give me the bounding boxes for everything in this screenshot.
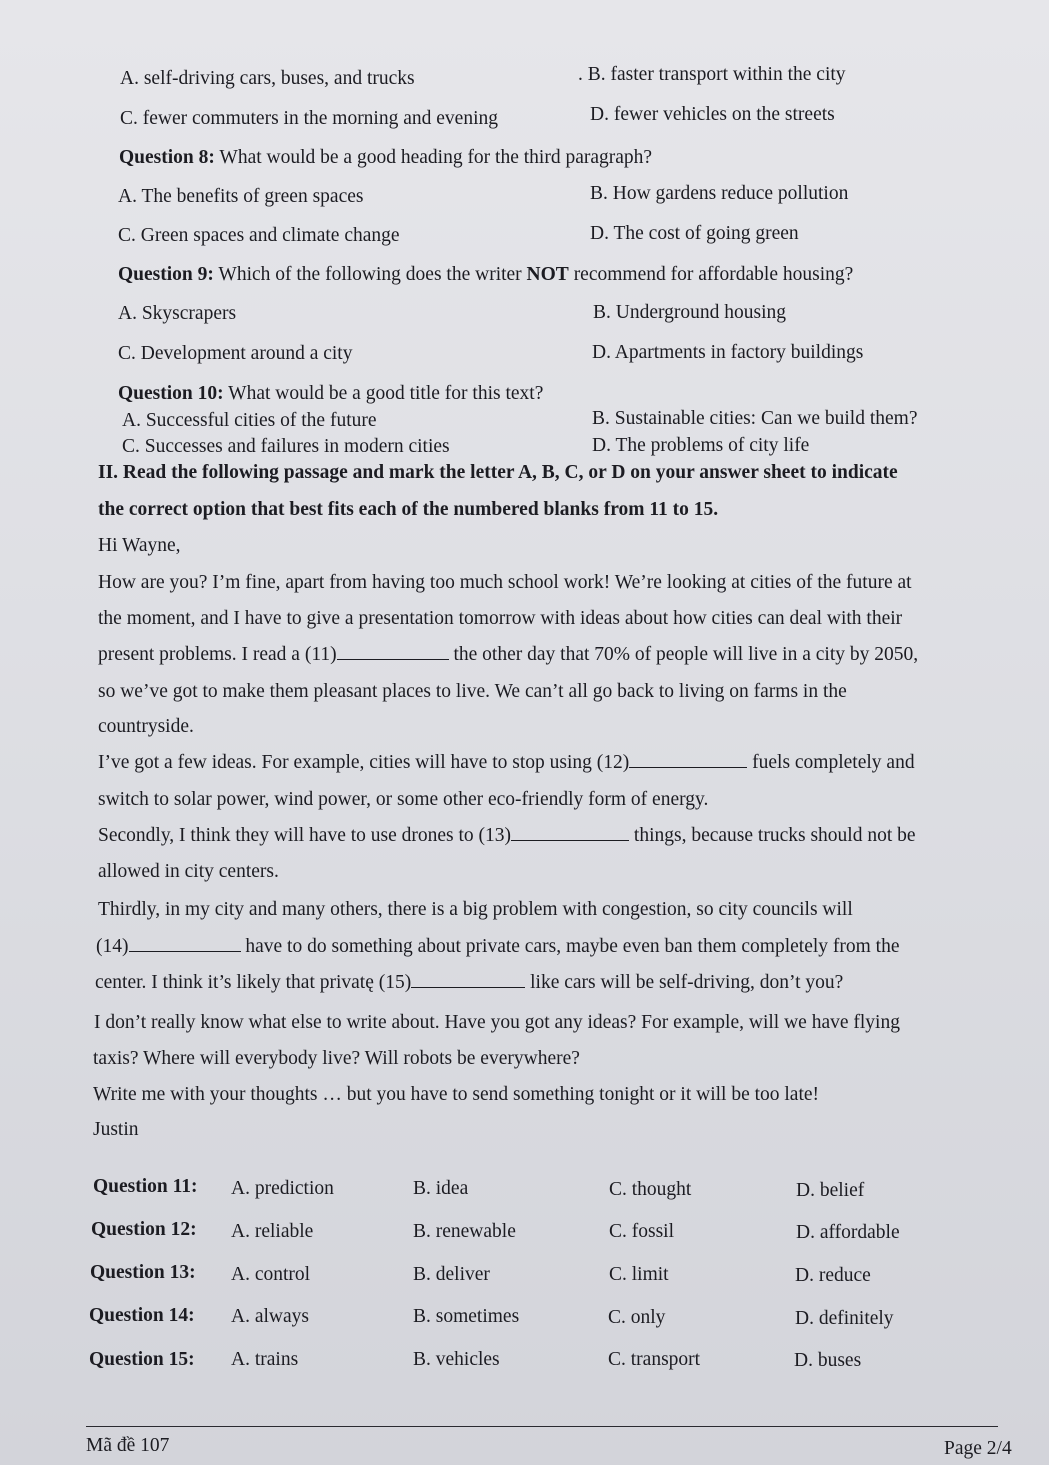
q8-label: Question 8: [119, 147, 215, 168]
letter-line: I don’t really know what else to write about. Have you got any ideas? For example, will we have flying [94, 1012, 900, 1033]
letter-greeting: Hi Wayne, [98, 535, 181, 556]
letter-line-blank-13 [98, 824, 916, 848]
q12-option-b: B. renewable [413, 1221, 516, 1242]
q12-label: Question 12: [91, 1219, 197, 1240]
q9-option-d: D. Apartments in factory buildings [592, 342, 864, 363]
q14-option-d: D. definitely [795, 1308, 894, 1329]
q9-text-not: NOT [526, 264, 569, 285]
letter-text: center. I think it’s likely that privatę (15) [95, 972, 412, 993]
letter-text: Secondly, I think they will have to use drones to (13) [98, 825, 512, 846]
letter-signoff: Justin [93, 1119, 139, 1140]
q11-option-c: C. thought [609, 1179, 692, 1200]
q10-label: Question 10: [118, 383, 224, 404]
letter-text: I’ve got a few ideas. For example, cities will have to stop using (12) [98, 752, 630, 773]
q8-stem [119, 146, 652, 170]
letter-line: allowed in city centers. [98, 861, 279, 882]
letter-text: (14) [96, 936, 129, 957]
letter-line: the moment, and I have to give a presentation tomorrow with ideas about how cities can deal with their [98, 608, 903, 629]
q7-option-d: D. fewer vehicles on the streets [590, 104, 835, 125]
q7-option-a: A. self-driving cars, buses, and trucks [120, 68, 415, 89]
blank-13 [511, 824, 629, 841]
letter-text: things, because trucks should not be [633, 825, 916, 846]
letter-line: so we’ve got to make them pleasant places to live. We can’t all go back to living on farms in the [98, 681, 847, 702]
blank-11 [337, 643, 449, 660]
letter-line: Thirdly, in my city and many others, there is a big problem with congestion, so city councils will [98, 899, 853, 920]
letter-line-blank-11 [98, 643, 918, 667]
letter-line-blank-12 [98, 751, 915, 775]
q14-option-a: A. always [231, 1306, 309, 1327]
letter-line: countryside. [98, 716, 194, 737]
q9-stem [118, 263, 853, 287]
letter-line: Write me with your thoughts … but you have to send something tonight or it will be too late! [93, 1084, 820, 1105]
letter-text: like cars will be self-driving, don’t you? [530, 972, 844, 993]
q12-option-a: A. reliable [231, 1221, 314, 1242]
q14-option-c: C. only [608, 1307, 666, 1328]
letter-line: How are you? I’m fine, apart from having too much school work! We’re looking at cities of the future at [98, 572, 912, 593]
q9-text-before: Which of the following does the writer [218, 264, 522, 285]
q14-option-b: B. sometimes [413, 1306, 520, 1327]
letter-line: taxis? Where will everybody live? Will robots be everywhere? [93, 1048, 580, 1069]
q10-option-b: B. Sustainable cities: Can we build them? [592, 408, 918, 429]
q13-option-d: D. reduce [795, 1265, 871, 1286]
q9-option-c: C. Development around a city [118, 343, 353, 364]
q15-option-d: D. buses [794, 1350, 862, 1371]
q10-stem [118, 382, 543, 406]
q8-option-a: A. The benefits of green spaces [118, 186, 364, 207]
blank-12 [629, 751, 747, 768]
q12-option-d: D. affordable [796, 1222, 900, 1243]
q9-option-a: A. Skyscrapers [118, 303, 237, 324]
q10-option-c: C. Successes and failures in modern cities [122, 436, 450, 457]
q13-option-b: B. deliver [413, 1264, 490, 1285]
q11-option-d: D. belief [796, 1180, 865, 1201]
q11-label: Question 11: [93, 1176, 198, 1197]
q12-option-c: C. fossil [609, 1221, 675, 1242]
q13-label: Question 13: [90, 1262, 196, 1283]
letter-text: fuels completely and [752, 752, 915, 773]
letter-line-blank-14 [96, 935, 900, 959]
q9-label: Question 9: [118, 264, 214, 285]
letter-line: switch to solar power, wind power, or some other eco-friendly form of energy. [98, 789, 709, 810]
exam-code: Mã đề 107 [86, 1435, 170, 1456]
section-ii-instruction-line1: II. Read the following passage and mark the letter A, B, C, or D on your answer sheet to indicate [98, 462, 898, 483]
q15-option-a: A. trains [231, 1349, 299, 1370]
page-number: Page 2/4 [944, 1438, 1012, 1459]
q7-option-b: . B. faster transport within the city [578, 64, 846, 85]
letter-text: present problems. I read a (11) [98, 644, 337, 665]
q7-option-c: C. fewer commuters in the morning and evening [120, 108, 498, 129]
section-ii-instruction-line2: the correct option that best fits each of the numbered blanks from 11 to 15. [98, 499, 719, 520]
q8-option-d: D. The cost of going green [590, 223, 799, 244]
blank-15 [411, 971, 525, 988]
q10-option-d: D. The problems of city life [592, 435, 810, 456]
footer-divider [86, 1426, 998, 1427]
q13-option-c: C. limit [609, 1264, 669, 1285]
q11-option-b: B. idea [413, 1178, 469, 1199]
q11-option-a: A. prediction [231, 1178, 334, 1199]
letter-line-blank-15 [95, 971, 843, 995]
q15-option-c: C. transport [608, 1349, 701, 1370]
q9-option-b: B. Underground housing [593, 302, 787, 323]
q8-text: What would be a good heading for the third paragraph? [219, 147, 653, 168]
q10-text: What would be a good title for this text? [228, 383, 544, 404]
q15-option-b: B. vehicles [413, 1349, 500, 1370]
q9-text-after: recommend for affordable housing? [573, 264, 854, 285]
q14-label: Question 14: [89, 1305, 195, 1326]
letter-text: have to do something about private cars, maybe even ban them completely from the [245, 936, 900, 957]
q8-option-c: C. Green spaces and climate change [118, 225, 400, 246]
letter-text: the other day that 70% of people will live in a city by 2050, [453, 644, 919, 665]
blank-14 [129, 935, 241, 952]
q15-label: Question 15: [89, 1349, 195, 1370]
q10-option-a: A. Successful cities of the future [122, 410, 377, 431]
q8-option-b: B. How gardens reduce pollution [590, 183, 849, 204]
q13-option-a: A. control [231, 1264, 311, 1285]
